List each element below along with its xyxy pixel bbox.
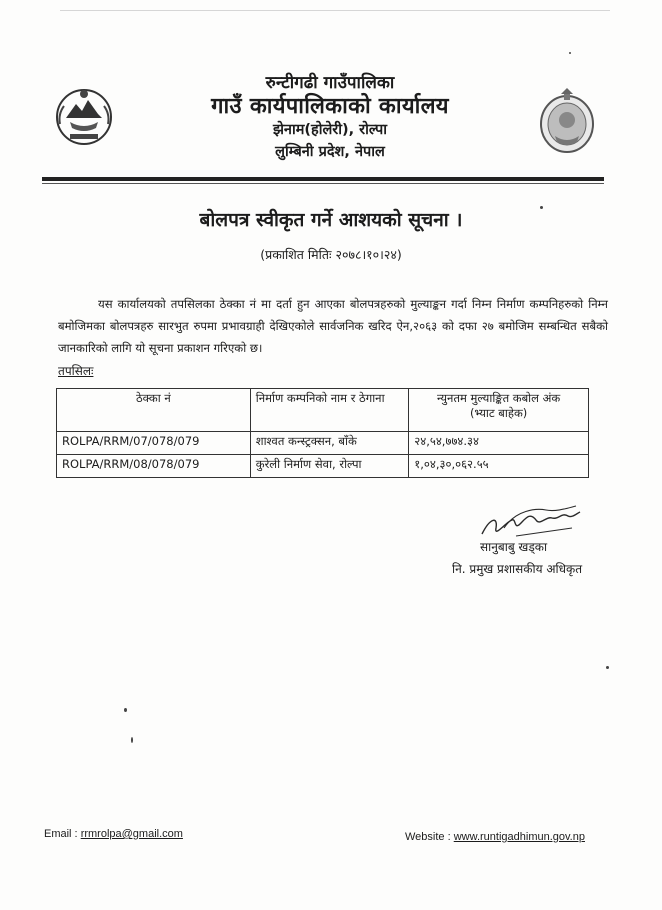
office-name: गाउँ कार्यपालिकाको कार्यालय: [211, 94, 449, 119]
header-contract-no: ठेक्का नं: [57, 389, 251, 432]
header-amount-line2: (भ्याट बाहेक): [469, 406, 528, 420]
scan-speck: [124, 708, 127, 712]
cell-company: कुरेली निर्माण सेवा, रोल्पा: [250, 455, 408, 478]
email-label: Email :: [44, 828, 81, 840]
notice-body: [58, 293, 608, 359]
notice-title: बोलपत्र स्वीकृत गर्ने आशयको सूचना ।: [199, 209, 463, 231]
notice-body-text: यस कार्यालयको तपसिलका ठेक्का नं मा दर्ता हुन आएका बोलपत्रहरुको मुल्याङ्कन गर्दा निम्न निर्माण कम्पनिहरुको निम्न बमोजिमका बोलपत्रहरु सारभुत रुपमा प्रभावग्राही देखिएकोले सार्वजनिक खरिद ऐन,२०६३ को दफा २७ बमोजिम सम्बन्धित सबैको जानकारिको लागि यो सूचना प्रकाशन गरिएको छ।: [58, 297, 608, 355]
header-amount-line1: न्युनतम मुल्याङ्कित कबोल अंक: [437, 391, 561, 405]
municipality-name: रुन्टीगढी गाउँपालिका: [265, 73, 395, 93]
table-row: [57, 455, 589, 478]
office-address: झेनाम(होलेरी), रोल्पा: [272, 122, 388, 138]
cell-amount: १,०४,३०,०६२.५५: [409, 455, 589, 478]
header-rule-thin: [42, 183, 604, 184]
footer-website: [405, 831, 585, 843]
letterhead: [140, 72, 520, 163]
signer-name: सानुबाबु खड्का: [480, 540, 548, 554]
cell-contract-no: ROLPA/RRM/07/078/079: [57, 432, 251, 455]
province-name: लुम्बिनी प्रदेश, नेपाल: [275, 144, 385, 160]
details-label: तपसिलः: [58, 364, 94, 378]
scan-speck: [569, 52, 571, 54]
scan-speck: [131, 737, 133, 743]
scan-edge: [60, 10, 610, 11]
website-label: Website :: [405, 831, 454, 843]
footer-email: [44, 828, 183, 840]
municipality-seal-icon: [537, 86, 597, 156]
table-header-row: [57, 389, 589, 432]
signer-title: नि. प्रमुख प्रशासकीय अधिकृत: [452, 562, 583, 576]
scan-speck: [540, 206, 543, 209]
email-link[interactable]: rrmrolpa@gmail.com: [80, 828, 183, 840]
cell-company: शाश्वत कन्स्ट्रक्सन, बाँके: [250, 432, 408, 455]
table-row: [57, 432, 589, 455]
tender-table: [56, 388, 589, 478]
nepal-emblem-icon: [52, 84, 116, 148]
header-amount: [409, 389, 589, 432]
published-date: (प्रकाशित मितिः २०७८।१०।२४): [260, 247, 402, 262]
header-rule: [42, 177, 604, 181]
cell-amount: २४,५४,७७४.३४: [409, 432, 589, 455]
header-company: निर्माण कम्पनिको नाम र ठेगाना: [250, 389, 408, 432]
handwritten-signature: [476, 498, 586, 542]
cell-contract-no: ROLPA/RRM/08/078/079: [57, 455, 251, 478]
website-link[interactable]: www.runtigadhimun.gov.np: [453, 831, 585, 843]
scan-speck: [606, 666, 609, 669]
